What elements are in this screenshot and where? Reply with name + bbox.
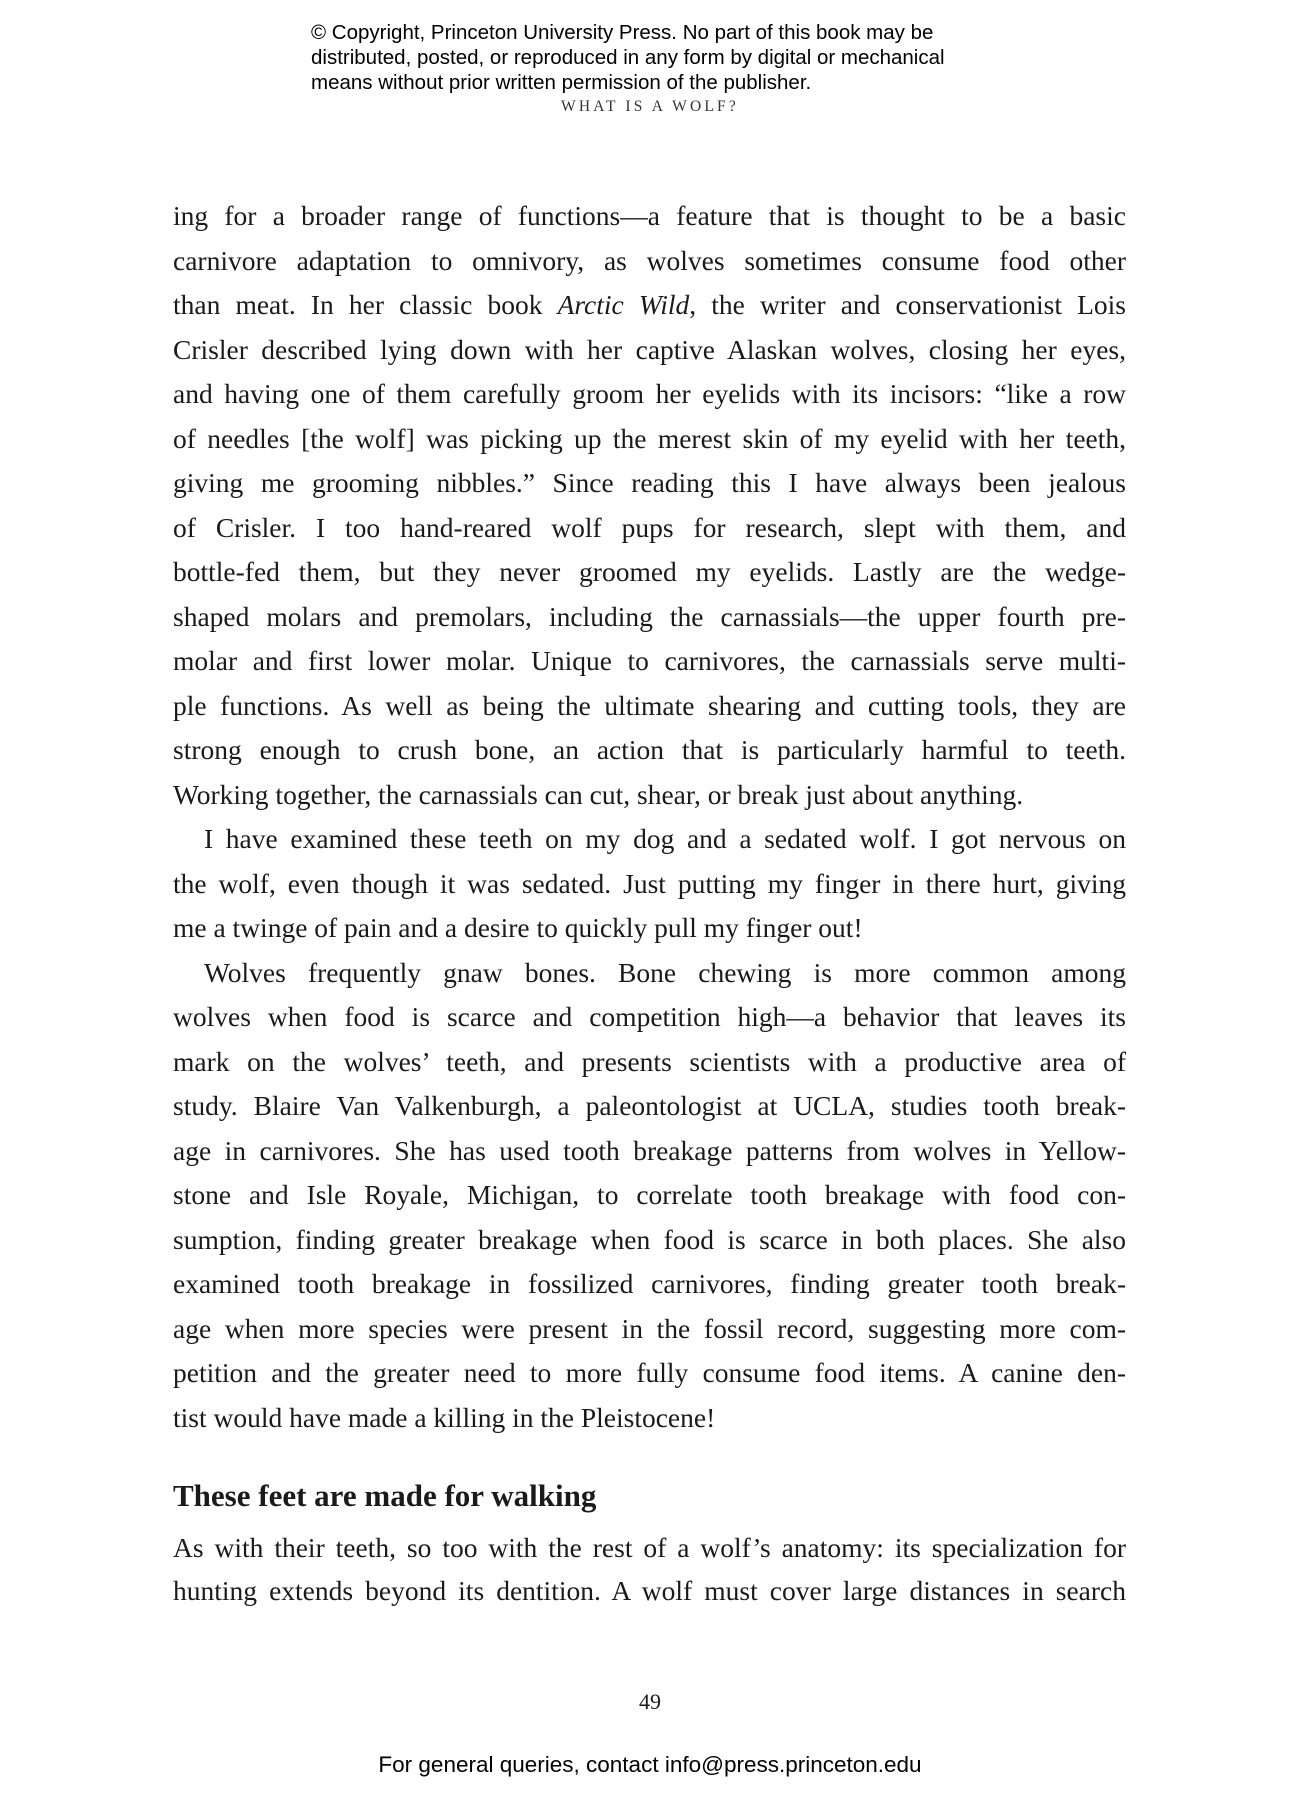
text-line: stone and Isle Royale, Michigan, to correlate tooth breakage with food con- [173,1179,1126,1210]
copyright-notice [311,20,1031,95]
text-line: me a twinge of pain and a desire to quickly pull my finger out! [173,912,863,943]
text-segment: , the writer and conservationist Lois [689,289,1126,320]
text-line: age in carnivores. She has used tooth breakage patterns from wolves in Yellow- [173,1134,1126,1166]
section-heading: These feet are made for walking [173,1478,597,1513]
text-line [173,283,1126,328]
paragraph [173,817,1126,951]
running-head: WHAT IS A WOLF? [561,98,739,115]
text-line: and having one of them carefully groom her eyelids with its incisors: “like a row [173,378,1126,409]
paragraph [173,1526,1126,1612]
copyright-line: means without prior written permission of the publisher. [311,71,812,94]
book-title: Arctic Wild [557,289,690,320]
paragraph [173,951,1126,1441]
text-line: examined tooth breakage in fossilized carnivores, finding greater tooth break- [173,1268,1126,1299]
text-line: Wolves frequently gnaw bones. Bone chewing is more common among [204,956,1126,988]
text-line: molar and first lower molar. Unique to carnivores, the carnassials serve multi- [173,645,1126,676]
text-line: mark on the wolves’ teeth, and presents scientists with a productive area of [173,1045,1126,1077]
text-line: shaped molars and premolars, including the carnassials—the upper fourth pre- [173,600,1126,632]
page-number: 49 [639,1689,661,1714]
copyright-line: distributed, posted, or reproduced in any form by digital or mechanical [311,46,945,69]
text-line: Crisler described lying down with her captive Alaskan wolves, closing her eyes, [173,333,1126,365]
copyright-line: © Copyright, Princeton University Press. No part of this book may be [311,21,934,44]
text-line: wolves when food is scarce and competition high—a behavior that leaves its [173,1001,1126,1032]
text-line: bottle-fed them, but they never groomed my eyelids. Lastly are the wedge- [173,556,1126,587]
text-line: study. Blaire Van Valkenburgh, a paleontologist at UCLA, studies tooth break- [173,1090,1126,1121]
footer-contact: For general queries, contact info@press.princeton.edu [378,1752,922,1777]
text-line: carnivore adaptation to omnivory, as wolves sometimes consume food other [173,244,1126,276]
text-line: hunting extends beyond its dentition. A wolf must cover large distances in search [173,1575,1126,1606]
text-line: of needles [the wolf] was picking up the merest skin of my eyelid with her teeth, [173,422,1126,454]
text-line: As with their teeth, so too with the rest of a wolf’s anatomy: its specialization for [173,1532,1126,1563]
text-line: ple functions. As well as being the ultimate shearing and cutting tools, they are [173,689,1126,721]
text-line: I have examined these teeth on my dog and a sedated wolf. I got nervous on [204,823,1126,854]
text-line: strong enough to crush bone, an action that is particularly harmful to teeth. [173,734,1126,765]
body-text [173,194,1126,1440]
paragraph [173,194,1126,817]
text-line: Working together, the carnassials can cut, shear, or break just about anything. [173,778,1024,810]
text-line: of Crisler. I too hand-reared wolf pups for research, slept with them, and [173,511,1126,543]
text-line: ing for a broader range of functions—a feature that is thought to be a basic [173,200,1126,231]
section-body-text [173,1526,1126,1612]
text-line: sumption, finding greater breakage when food is scarce in both places. She also [173,1223,1126,1255]
text-line: the wolf, even though it was sedated. Just putting my finger in there hurt, giving [173,867,1126,899]
text-line: petition and the greater need to more fully consume food items. A canine den- [173,1357,1126,1388]
text-line: tist would have made a killing in the Pleistocene! [173,1401,716,1433]
text-segment: than meat. In her classic book [173,289,558,320]
text-line: age when more species were present in the fossil record, suggesting more com- [173,1312,1126,1344]
text-line: giving me grooming nibbles.” Since reading this I have always been jealous [173,467,1126,498]
